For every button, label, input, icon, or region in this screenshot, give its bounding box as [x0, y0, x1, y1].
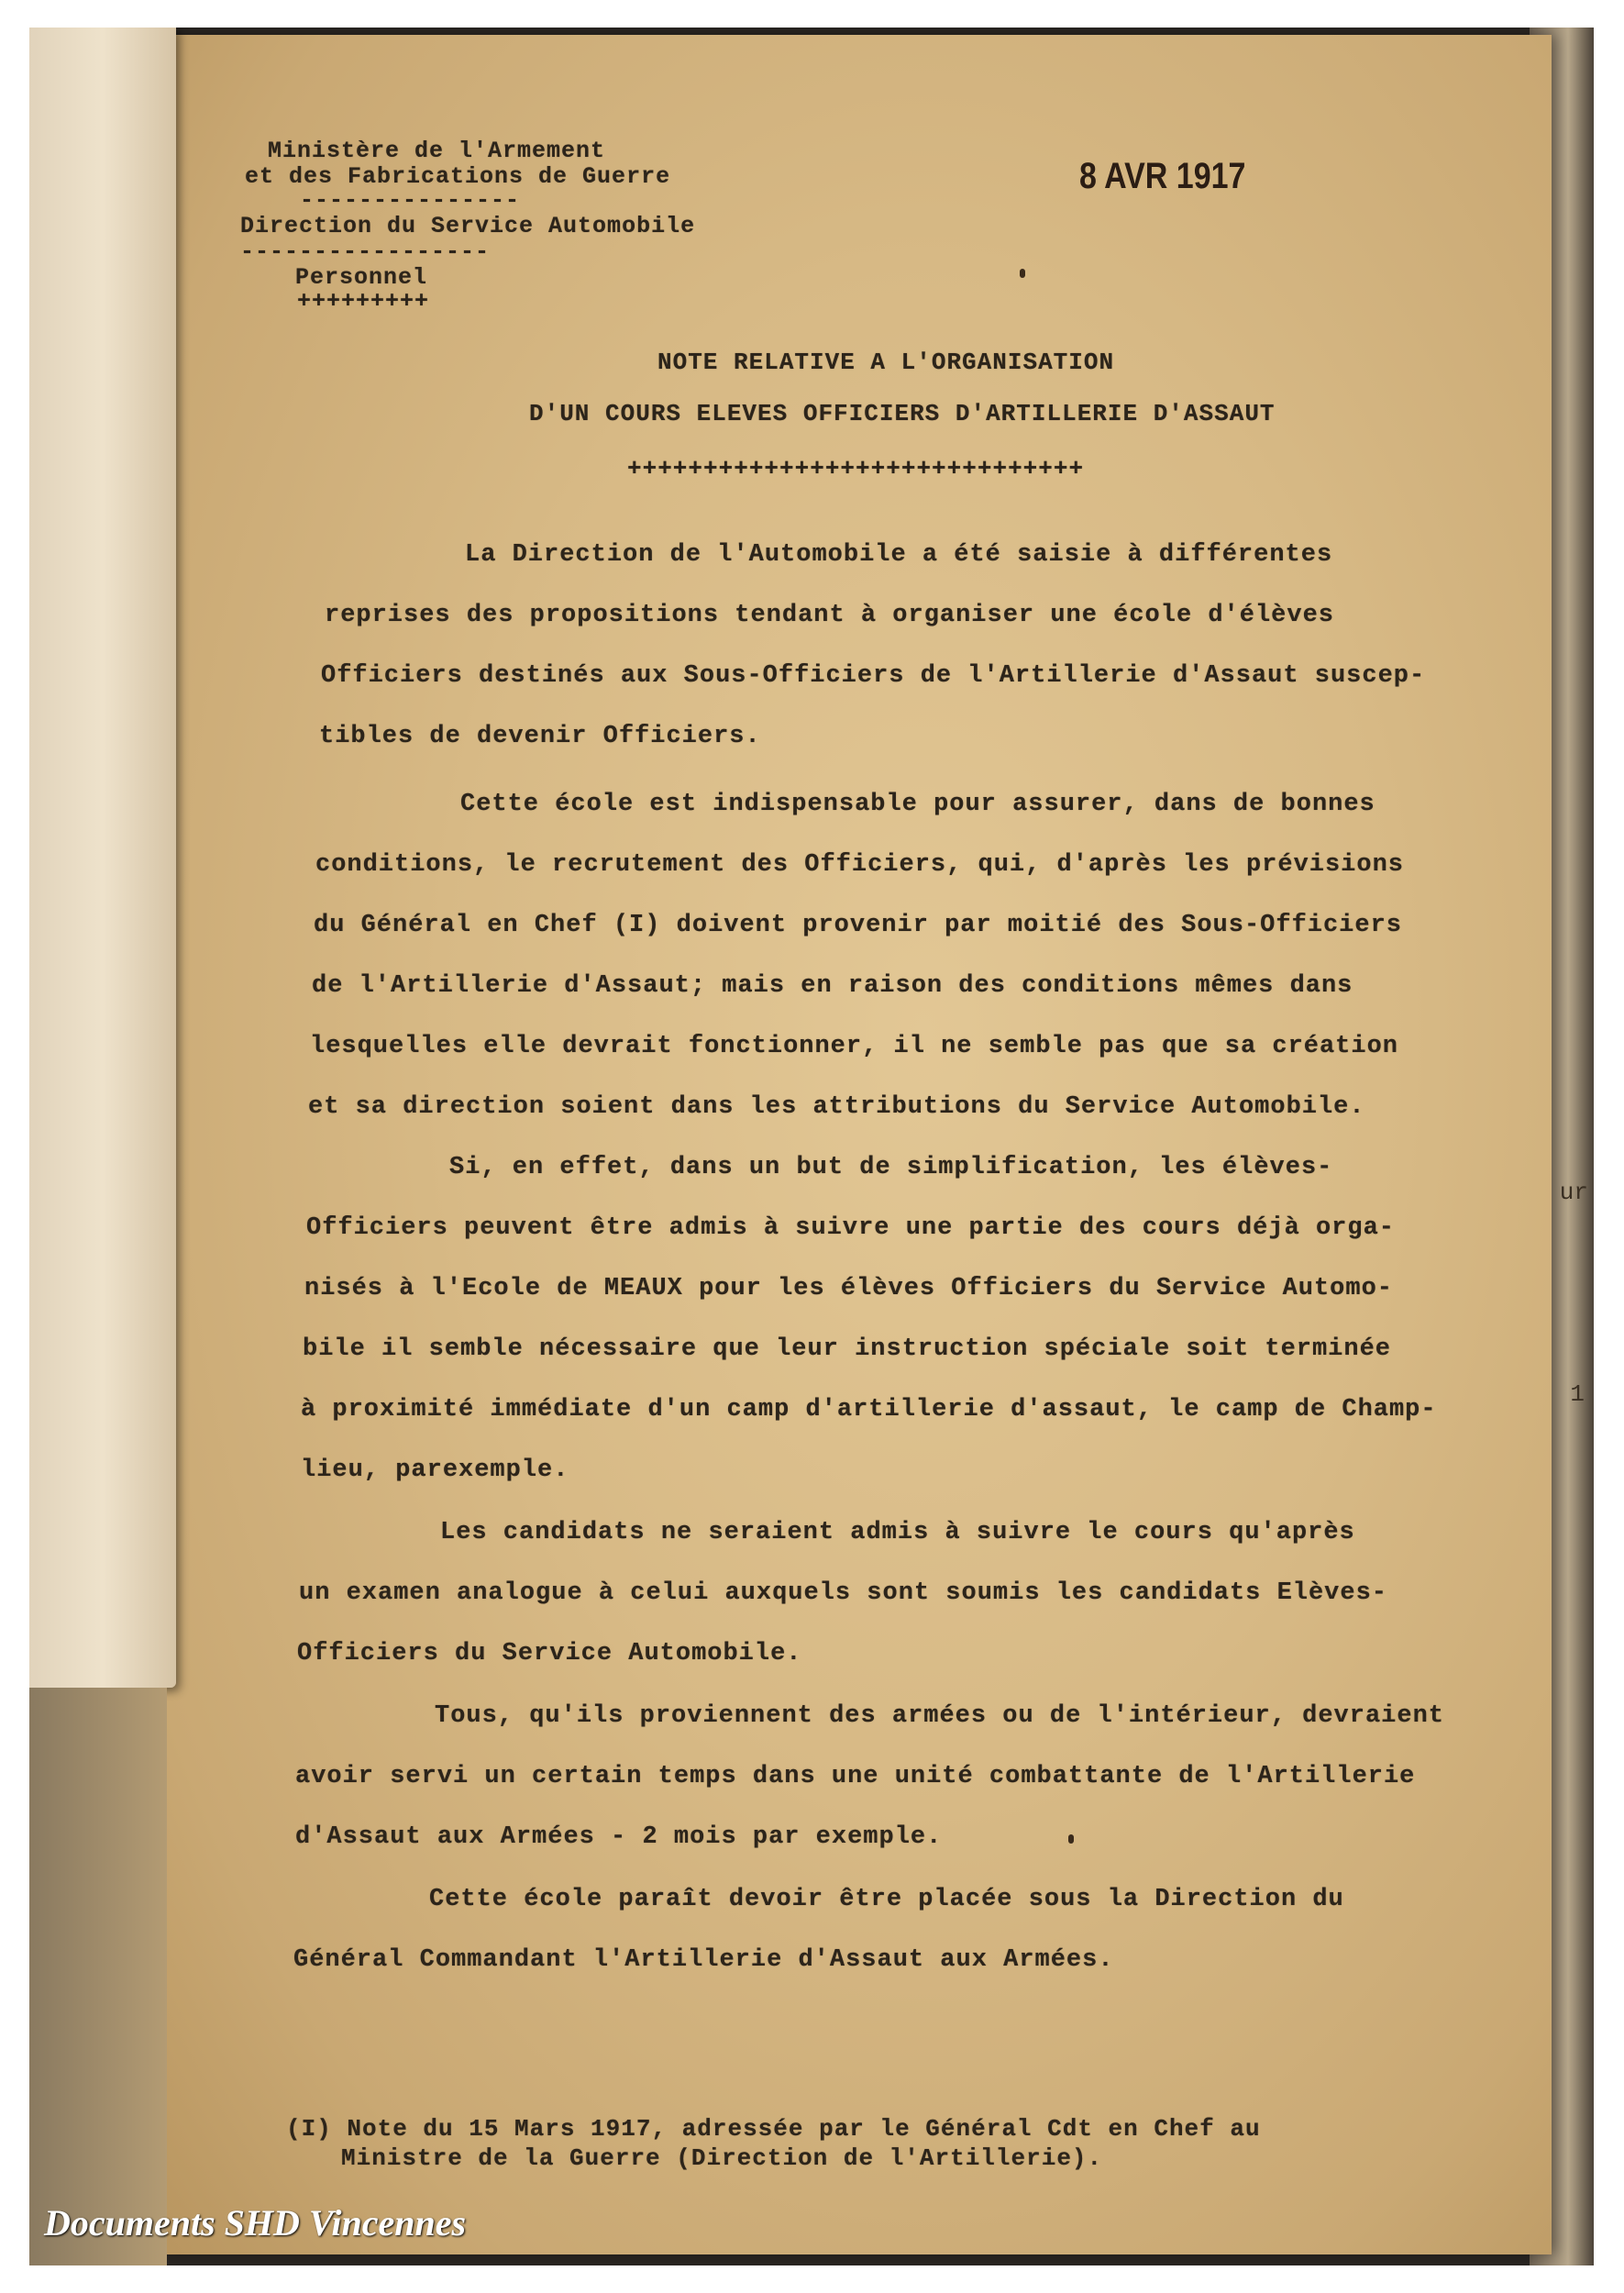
- paragraph-line: avoir servi un certain temps dans une unité combattante de l'Artillerie: [295, 1763, 1416, 1790]
- paragraph-line: Si, en effet, dans un but de simplification, les élèves-: [449, 1154, 1333, 1181]
- footnote-line-2: Ministre de la Guerre (Direction de l'Artillerie).: [341, 2144, 1103, 2172]
- folded-page-flap: [29, 28, 176, 1688]
- header-stars: +++++++++: [297, 288, 430, 315]
- paragraph-line: La Direction de l'Automobile a été saisie à différentes: [465, 541, 1333, 569]
- binder-edge: [29, 1688, 167, 2265]
- paragraph-line: lieu, parexemple.: [301, 1457, 569, 1484]
- paragraph-line: Général Commandant l'Artillerie d'Assaut aux Armées.: [293, 1946, 1114, 1974]
- paragraph-line: de l'Artillerie d'Assaut; mais en raison des conditions mêmes dans: [312, 972, 1353, 1000]
- header-rule-1: ---------------: [300, 187, 521, 214]
- footnote-line-1: (I) Note du 15 Mars 1917, adressée par le Général Cdt en Chef au: [286, 2115, 1261, 2143]
- edge-text-fragment: 1: [1570, 1380, 1585, 1408]
- paragraph-line: Cette école paraît devoir être placée sous la Direction du: [429, 1886, 1344, 1913]
- title-stars: ++++++++++++++++++++++++++++++: [627, 455, 1085, 482]
- source-caption: Documents SHD Vincennes: [44, 2202, 467, 2243]
- ministry-line-1: Ministère de l'Armement: [268, 138, 606, 164]
- paragraph-line: d'Assaut aux Armées - 2 mois par exemple.: [295, 1823, 943, 1851]
- paragraph-line: conditions, le recrutement des Officiers, qui, d'après les prévisions: [315, 851, 1404, 879]
- document-photo: [29, 28, 1594, 2265]
- paragraph-line: et sa direction soient dans les attributions du Service Automobile.: [308, 1093, 1365, 1121]
- header-rule-2: -----------------: [240, 238, 491, 265]
- ink-speck: [1020, 269, 1025, 278]
- edge-text-fragment: ur: [1559, 1179, 1588, 1206]
- paragraph-line: du Général en Chef (I) doivent provenir par moitié des Sous-Officiers: [314, 912, 1402, 939]
- paragraph-line: Officiers du Service Automobile.: [297, 1640, 802, 1667]
- paragraph-line: Cette école est indispensable pour assurer, dans de bonnes: [460, 791, 1375, 818]
- paragraph-line: Les candidats ne seraient admis à suivre le cours qu'après: [440, 1519, 1355, 1546]
- department-line: Personnel: [295, 264, 428, 291]
- document-page: [158, 35, 1552, 2254]
- paragraph-line: nisés à l'Ecole de MEAUX pour les élèves Officiers du Service Automo-: [304, 1275, 1393, 1302]
- direction-line: Direction du Service Automobile: [240, 213, 696, 239]
- paragraph-line: à proximité immédiate d'un camp d'artillerie d'assaut, le camp de Champ-: [301, 1396, 1437, 1423]
- ministry-line-2: et des Fabrications de Guerre: [245, 163, 671, 190]
- ink-speck: [1068, 1834, 1074, 1844]
- note-title-line-1: NOTE RELATIVE A L'ORGANISATION: [657, 349, 1115, 376]
- paragraph-line: bile il semble nécessaire que leur instruction spéciale soit terminée: [303, 1335, 1391, 1363]
- paragraph-line: reprises des propositions tendant à organiser une école d'élèves: [325, 602, 1334, 629]
- paragraph-line: Officiers peuvent être admis à suivre une partie des cours déjà orga-: [306, 1214, 1395, 1242]
- note-title-line-2: D'UN COURS ELEVES OFFICIERS D'ARTILLERIE D'ASSAUT: [529, 400, 1276, 427]
- paragraph-line: tibles de devenir Officiers.: [319, 723, 761, 750]
- paragraph-line: lesquelles elle devrait fonctionner, il ne semble pas que sa création: [310, 1033, 1398, 1060]
- paragraph-line: Tous, qu'ils proviennent des armées ou de l'intérieur, devraient: [435, 1702, 1444, 1730]
- paragraph-line: Officiers destinés aux Sous-Officiers de l'Artillerie d'Assaut suscep-: [321, 662, 1426, 690]
- paragraph-line: un examen analogue à celui auxquels sont soumis les candidats Elèves-: [299, 1579, 1387, 1607]
- date-stamp: 8 AVR 1917: [1079, 156, 1246, 196]
